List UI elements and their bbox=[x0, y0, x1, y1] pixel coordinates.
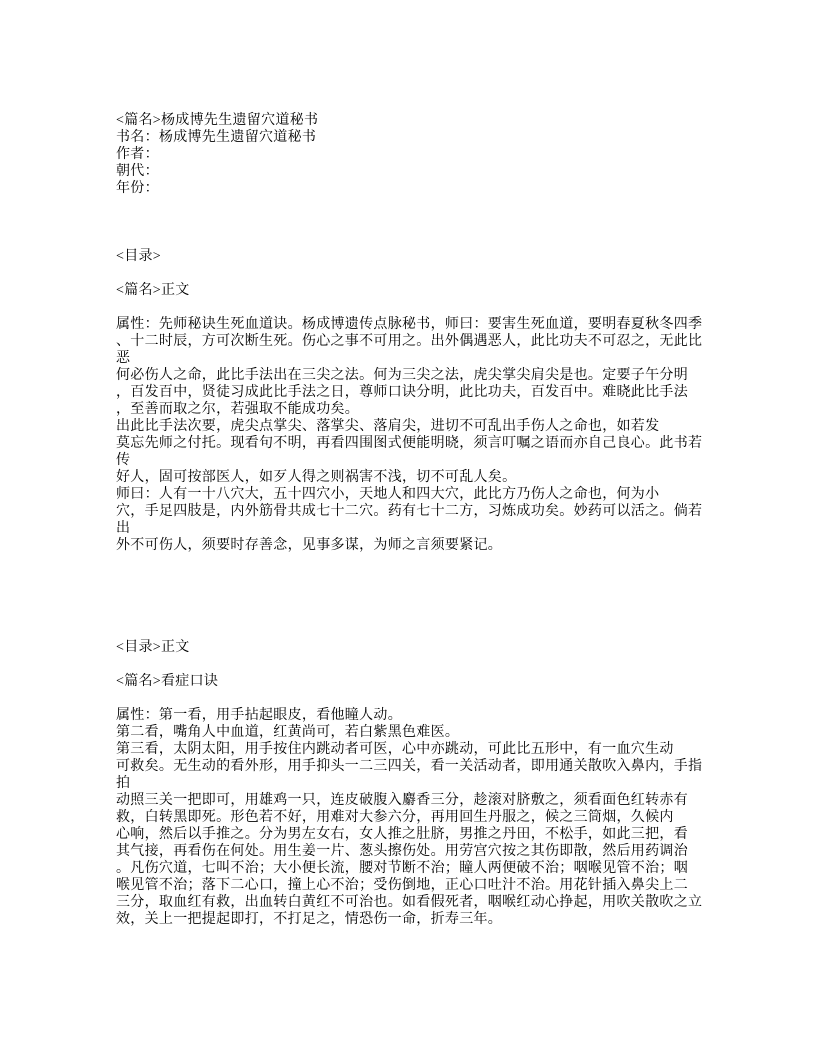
blank-line bbox=[116, 214, 756, 231]
text-line: ，百发百中，贤徒习成此比手法之日，尊师口诀分明，此比功夫，百发百中。难晓此比手法 bbox=[116, 385, 688, 400]
document-lines bbox=[116, 112, 756, 928]
text-line: 第三看，太阴太阳，用手按住内跳动者可医，心中亦跳动，可此比五形中，有一血穴生动 bbox=[116, 742, 674, 757]
blank-line bbox=[116, 231, 756, 248]
text-line: 恶 bbox=[116, 351, 131, 366]
text-line: 三分，取血红有救，出血转白黄红不可治也。如看假死者，咽喉红动心挣起，用吹关散吹之立 bbox=[116, 895, 703, 910]
text-line: 、十二时辰，方可次断生死。伤心之事不可用之。出外偶遇恶人，此比功夫不可忍之，无此比 bbox=[116, 334, 703, 349]
blank-line bbox=[116, 554, 756, 571]
text-line: 救，白转黑即死。形色若不好，用难对大参六分，再用回生丹服之，候之三筒烟，久候内 bbox=[116, 810, 674, 825]
blank-line bbox=[116, 299, 756, 316]
blank-line bbox=[116, 656, 756, 673]
text-line: 出 bbox=[116, 521, 131, 536]
text-line: ，至善而取之尔，若强取不能成功矣。 bbox=[116, 402, 360, 417]
text-line: <篇名>看症口诀 bbox=[116, 674, 219, 689]
text-line: 书名：杨成博先生遗留穴道秘书 bbox=[116, 130, 317, 145]
blank-line bbox=[116, 622, 756, 639]
blank-line bbox=[116, 605, 756, 622]
text-line: 第二看，嘴角人中血道，红黄尚可，若白紫黑色难医。 bbox=[116, 725, 460, 740]
text-line: 出此比手法次要，虎尖点掌尖、落掌尖、落肩尖，进切不可乱出手伤人之命也，如若发 bbox=[116, 419, 660, 434]
text-line: 动照三关一把即可，用雄鸡一只，连皮破腹入麝香三分，趁滚对脐敷之，须看面色红转赤有 bbox=[116, 793, 688, 808]
text-line: 效，关上一把提起即打，不打足之，情恐伤一命，折寿三年。 bbox=[116, 912, 503, 927]
text-line: <篇名>正文 bbox=[116, 283, 190, 298]
text-line: 穴，手足四肢是，内外筋骨共成七十二穴。药有七十二方，习炼成功矣。妙药可以活之。倘若 bbox=[116, 504, 703, 519]
text-line: 属性：第一看，用手拈起眼皮，看他瞳人动。 bbox=[116, 708, 402, 723]
text-line: 心响，然后以手推之。分为男左女右，女人推之肚脐，男推之丹田，不松手，如此三把，看 bbox=[116, 827, 688, 842]
blank-line bbox=[116, 588, 756, 605]
text-line: 其气接，再看伤在何处。用生姜一片、葱头擦伤处。用劳宫穴按之其伤即散，然后用药调治 bbox=[116, 844, 688, 859]
text-line: 师曰：人有一十八穴大，五十四穴小，天地人和四大穴，此比方乃伤人之命也，何为小 bbox=[116, 487, 660, 502]
blank-line bbox=[116, 571, 756, 588]
blank-line bbox=[116, 197, 756, 214]
text-line: 喉见管不治；落下二心口，撞上心不治；受伤倒地，正心口吐汁不治。用花针插入鼻尖上二 bbox=[116, 878, 688, 893]
text-line: <目录> bbox=[116, 249, 161, 264]
blank-line bbox=[116, 690, 756, 707]
text-line: 外不可伤人，须要时存善念，见事多谋，为师之言须要紧记。 bbox=[116, 538, 503, 553]
text-line: 传 bbox=[116, 453, 131, 468]
text-line: 拍 bbox=[116, 776, 131, 791]
text-line: 年份： bbox=[116, 181, 159, 196]
text-line: 可救矣。无生动的看外形，用手抑头一二三四关，看一关活动者，即用通关散吹入鼻内，手指 bbox=[116, 759, 703, 774]
text-line: 朝代： bbox=[116, 164, 159, 179]
text-line: 作者： bbox=[116, 147, 159, 162]
text-line: 何必伤人之命，此比手法出在三尖之法。何为三尖之法，虎尖掌尖肩尖是也。定要子午分明 bbox=[116, 368, 688, 383]
text-line: 。凡伤穴道，七叫不治；大小便长流，腰对节断不治；瞳人两便破不治；咽喉见管不治；咽 bbox=[116, 861, 688, 876]
blank-line bbox=[116, 265, 756, 282]
text-line: <篇名>杨成博先生遗留穴道秘书 bbox=[116, 113, 319, 128]
text-line: 莫忘先师之付托。现看句不明，再看四围图式便能明晓，须言叮嘱之语而亦自己良心。此书若 bbox=[116, 436, 703, 451]
text-line: <目录>正文 bbox=[116, 640, 190, 655]
text-line: 好人，固可按部医人，如歹人得之则祸害不浅，切不可乱人矣。 bbox=[116, 470, 517, 485]
text-line: 属性：先师秘诀生死血道诀。杨成博遗传点脉秘书，师曰：要害生死血道，要明春夏秋冬四季 bbox=[116, 317, 703, 332]
